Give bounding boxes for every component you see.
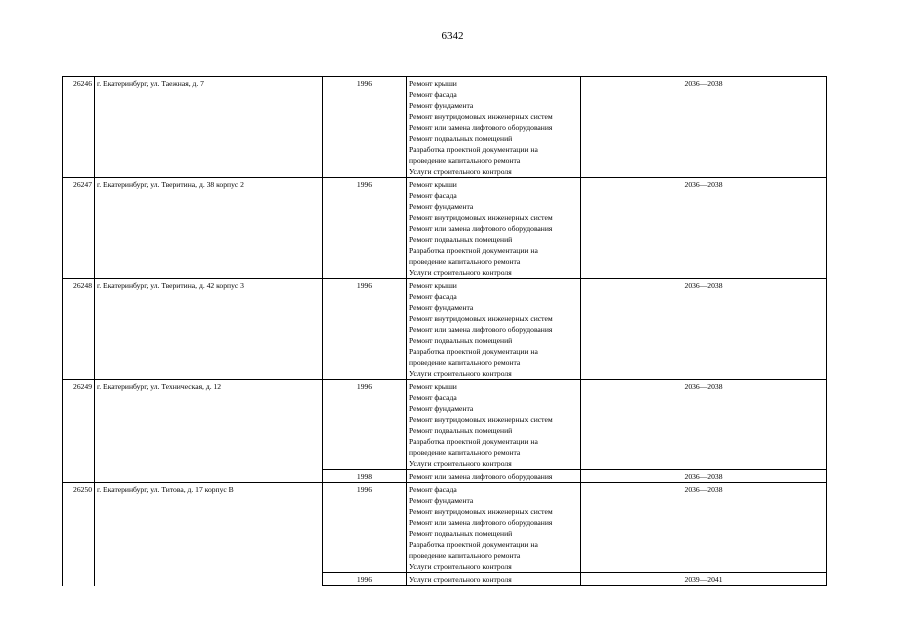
work-item: Ремонт подвальных помещений bbox=[409, 426, 513, 435]
works-cell bbox=[407, 380, 581, 470]
period-cell: 2036—2038 bbox=[581, 279, 827, 380]
work-item: Ремонт фасада bbox=[409, 393, 457, 402]
works-cell bbox=[407, 483, 581, 573]
work-item: Ремонт подвальных помещений bbox=[409, 529, 513, 538]
table-row bbox=[63, 178, 827, 279]
work-item: Ремонт фундамента bbox=[409, 496, 474, 505]
work-item: Ремонт фундамента bbox=[409, 101, 474, 110]
row-number-cell: 26246 bbox=[63, 77, 95, 178]
work-item: Ремонт подвальных помещений bbox=[409, 235, 513, 244]
work-item: Разработка проектной документации на bbox=[409, 347, 538, 356]
work-item: Ремонт фасада bbox=[409, 292, 457, 301]
year-cell: 1996 bbox=[323, 483, 407, 573]
row-number-cell: 26250 bbox=[63, 483, 95, 586]
work-item: Ремонт или замена лифтового оборудования bbox=[409, 224, 553, 233]
work-item: Разработка проектной документации на bbox=[409, 540, 538, 549]
address-cell: г. Екатеринбург, ул. Титова, д. 17 корпус В bbox=[95, 483, 323, 586]
work-item: Ремонт внутридомовых инженерных систем bbox=[409, 507, 553, 516]
row-number-cell: 26247 bbox=[63, 178, 95, 279]
work-item: Услуги строительного контроля bbox=[409, 268, 512, 277]
period-cell: 2036—2038 bbox=[581, 178, 827, 279]
work-item: Ремонт внутридомовых инженерных систем bbox=[409, 112, 553, 121]
page-number: 6342 bbox=[441, 30, 464, 42]
address-cell: г. Екатеринбург, ул. Таежная, д. 7 bbox=[95, 77, 323, 178]
period-cell: 2036—2038 bbox=[581, 470, 827, 483]
work-item: проведение капитального ремонта bbox=[409, 358, 521, 367]
work-item: Разработка проектной документации на bbox=[409, 437, 538, 446]
table-body bbox=[63, 77, 827, 586]
work-item: Ремонт крыши bbox=[409, 281, 457, 290]
works-cell bbox=[407, 77, 581, 178]
work-item: Ремонт или замена лифтового оборудования bbox=[409, 518, 553, 527]
work-item: Разработка проектной документации на bbox=[409, 145, 538, 154]
work-item: Ремонт подвальных помещений bbox=[409, 336, 513, 345]
work-item: Ремонт фундамента bbox=[409, 404, 474, 413]
row-number-cell: 26248 bbox=[63, 279, 95, 380]
work-item: Ремонт крыши bbox=[409, 180, 457, 189]
work-item: Услуги строительного контроля bbox=[409, 369, 512, 378]
work-item: Ремонт фасада bbox=[409, 485, 457, 494]
works-cell bbox=[407, 470, 581, 483]
table-row bbox=[63, 279, 827, 380]
table-row bbox=[63, 380, 827, 470]
works-cell bbox=[407, 279, 581, 380]
capital-repair-table bbox=[62, 76, 827, 586]
year-cell: 1996 bbox=[323, 77, 407, 178]
work-item: Ремонт или замена лифтового оборудования bbox=[409, 325, 553, 334]
work-item: Ремонт подвальных помещений bbox=[409, 134, 513, 143]
work-item: проведение капитального ремонта bbox=[409, 156, 521, 165]
period-cell: 2036—2038 bbox=[581, 483, 827, 573]
work-item: проведение капитального ремонта bbox=[409, 551, 521, 560]
work-item: Ремонт или замена лифтового оборудования bbox=[409, 472, 553, 481]
work-item: проведение капитального ремонта bbox=[409, 257, 521, 266]
year-cell: 1996 bbox=[323, 573, 407, 586]
work-item: Разработка проектной документации на bbox=[409, 246, 538, 255]
work-item: Ремонт или замена лифтового оборудования bbox=[409, 123, 553, 132]
works-cell bbox=[407, 178, 581, 279]
year-cell: 1996 bbox=[323, 279, 407, 380]
work-item: Ремонт внутридомовых инженерных систем bbox=[409, 314, 553, 323]
year-cell: 1996 bbox=[323, 380, 407, 470]
work-item: Ремонт внутридомовых инженерных систем bbox=[409, 213, 553, 222]
work-item: Услуги строительного контроля bbox=[409, 167, 512, 176]
year-cell: 1998 bbox=[323, 470, 407, 483]
works-cell bbox=[407, 573, 581, 586]
work-item: Ремонт фундамента bbox=[409, 202, 474, 211]
work-item: Ремонт фасада bbox=[409, 191, 457, 200]
work-item: Ремонт крыши bbox=[409, 79, 457, 88]
work-item: Услуги строительного контроля bbox=[409, 562, 512, 571]
work-item: проведение капитального ремонта bbox=[409, 448, 521, 457]
work-item: Ремонт крыши bbox=[409, 382, 457, 391]
table-row bbox=[63, 483, 827, 573]
work-item: Ремонт внутридомовых инженерных систем bbox=[409, 415, 553, 424]
address-cell: г. Екатеринбург, ул. Тверитина, д. 38 корпус 2 bbox=[95, 178, 323, 279]
period-cell: 2036—2038 bbox=[581, 77, 827, 178]
period-cell: 2036—2038 bbox=[581, 380, 827, 470]
table-row bbox=[63, 77, 827, 178]
work-item: Услуги строительного контроля bbox=[409, 575, 512, 584]
row-number-cell: 26249 bbox=[63, 380, 95, 483]
address-cell: г. Екатеринбург, ул. Техническая, д. 12 bbox=[95, 380, 323, 483]
period-cell: 2039—2041 bbox=[581, 573, 827, 586]
work-item: Ремонт фундамента bbox=[409, 303, 474, 312]
work-item: Услуги строительного контроля bbox=[409, 459, 512, 468]
work-item: Ремонт фасада bbox=[409, 90, 457, 99]
address-cell: г. Екатеринбург, ул. Тверитина, д. 42 корпус 3 bbox=[95, 279, 323, 380]
year-cell: 1996 bbox=[323, 178, 407, 279]
